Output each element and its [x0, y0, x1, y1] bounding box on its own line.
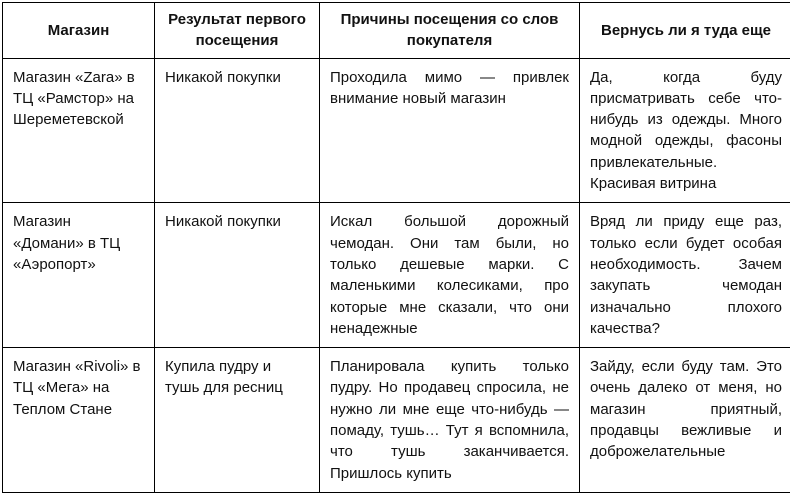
column-header-reasons: Причины посещения со слов покупателя [320, 3, 580, 59]
store-cell: Магазин «Rivoli» в ТЦ «Мега» на Теплом Стане [3, 348, 155, 493]
table-row [3, 348, 790, 493]
store-cell: Магазин «Домани» в ТЦ «Аэропорт» [3, 203, 155, 348]
result-cell: Купила пудру и тушь для ресниц [155, 348, 320, 493]
column-header-store: Магазин [3, 3, 155, 59]
store-visits-table [2, 2, 790, 493]
reasons-cell: Проходила мимо — привлек внимание новый магазин [320, 58, 580, 203]
return-cell: Да, когда буду присматривать себе что-нибудь из одежды. Много модной одежды, фасоны привлекательные. Красивая витрина [580, 58, 790, 203]
return-cell: Вряд ли приду еще раз, только если будет особая необходимость. Зачем закупать чемодан изначально плохого качества? [580, 203, 790, 348]
column-header-return: Вернусь ли я туда еще [580, 3, 790, 59]
store-cell: Магазин «Zara» в ТЦ «Рамстор» на Шереметевской [3, 58, 155, 203]
result-cell: Никакой покупки [155, 203, 320, 348]
header-row [3, 3, 790, 59]
reasons-cell: Планировала купить только пудру. Но продавец спросила, не нужно ли мне еще что-нибудь — помаду, тушь… Тут я вспомнила, что тушь заканчивается. Пришлось купить [320, 348, 580, 493]
return-cell: Зайду, если буду там. Это очень далеко от меня, но магазин приятный, продавцы вежливые и доброжелательные [580, 348, 790, 493]
table-row [3, 203, 790, 348]
table-row [3, 58, 790, 203]
document-page [0, 2, 790, 436]
result-cell: Никакой покупки [155, 58, 320, 203]
reasons-cell: Искал большой дорожный чемодан. Они там были, но только дешевые марки. С маленькими колесиками, про которые мне сказали, что они ненадежные [320, 203, 580, 348]
column-header-result: Результат первого посещения [155, 3, 320, 59]
